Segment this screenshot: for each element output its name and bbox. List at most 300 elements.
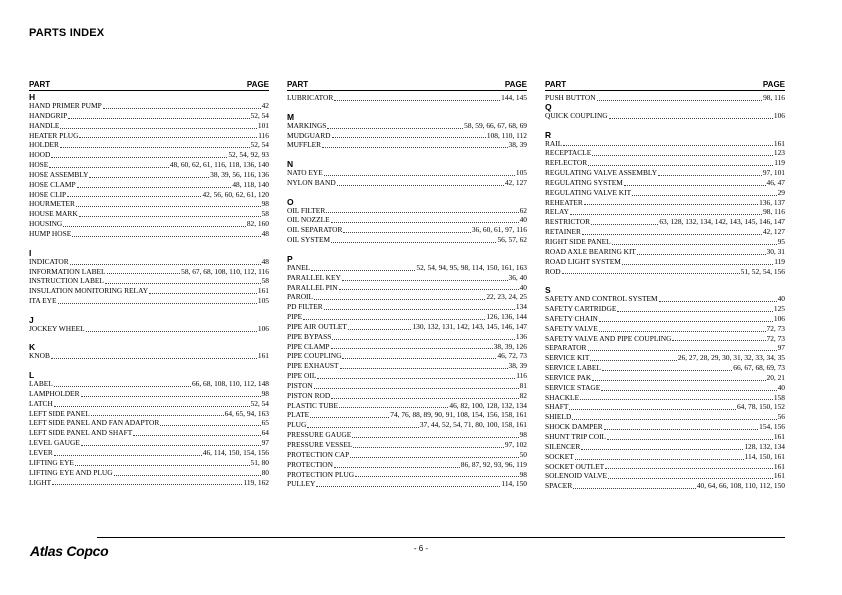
index-entry [287, 235, 527, 245]
page-refs: 98 [519, 469, 527, 479]
dot-leader [592, 149, 773, 156]
index-entry [287, 215, 527, 225]
dot-leader [160, 419, 260, 426]
index-entry [287, 93, 527, 103]
index-entry [545, 324, 785, 334]
page-refs: 63, 128, 132, 134, 142, 143, 145, 146, 147 [659, 217, 785, 227]
dot-leader [331, 236, 496, 243]
index-entry [545, 393, 785, 403]
page-refs: 154, 156 [759, 422, 785, 432]
page-refs: 40 [777, 382, 785, 392]
index-entry [29, 399, 269, 409]
part-name: REGULATING VALVE ASSEMBLY [545, 168, 658, 178]
dot-leader [605, 462, 773, 469]
page-refs: 48, 118, 140 [232, 179, 269, 189]
dot-leader [339, 401, 448, 408]
part-name: PIPE AIR OUTLET [287, 321, 347, 331]
dot-leader [89, 171, 209, 178]
dot-leader [624, 179, 766, 186]
page-refs: 98, 116 [763, 207, 785, 217]
part-name: INFORMATION LABEL [29, 266, 106, 276]
index-entry [545, 353, 785, 363]
dot-leader [343, 226, 470, 233]
dot-leader [334, 461, 460, 468]
page-refs: 86, 87, 92, 93, 96, 119 [460, 459, 527, 469]
index-entry [287, 168, 527, 178]
page-refs: 97, 101 [762, 168, 785, 178]
page-refs: 95 [777, 236, 785, 246]
dot-leader [590, 354, 676, 361]
page-refs: 46, 72, 73 [497, 351, 527, 361]
page-refs: 38, 39, 126 [493, 341, 527, 351]
column-header [545, 80, 785, 91]
dot-leader [331, 342, 493, 349]
part-name: PD FILTER [287, 302, 323, 312]
index-entry [545, 148, 785, 158]
part-name: HOURMETER [29, 199, 75, 209]
page-refs: 42, 127 [504, 177, 527, 187]
page-refs: 72, 73 [766, 333, 785, 343]
dot-leader [149, 287, 257, 294]
index-entry [29, 121, 269, 131]
dot-leader [582, 228, 762, 235]
part-name: HOSE ASSEMBLY [29, 169, 89, 179]
index-entry [545, 198, 785, 208]
page-refs: 161 [773, 432, 785, 441]
index-entry [29, 209, 269, 219]
part-name: HEATER PLUG [29, 130, 79, 140]
dot-leader [332, 131, 486, 138]
section-spacer [29, 306, 269, 316]
page-refs: 52, 54, 94, 95, 98, 114, 150, 161, 163 [416, 262, 527, 272]
part-name: SILENCER [545, 441, 581, 451]
part-name: JOCKEY WHEEL [29, 323, 85, 333]
page-refs: 51, 52, 54, 156 [740, 266, 785, 276]
dot-leader [658, 169, 762, 176]
part-name: ROAD AXLE BEARING KIT [545, 246, 636, 256]
index-entry [29, 180, 269, 190]
index-entry [287, 283, 527, 293]
dot-leader [604, 423, 758, 430]
part-name: SHACKLE [545, 392, 580, 402]
index-entry [545, 481, 785, 491]
page-refs: 52, 54 [250, 110, 269, 120]
section-spacer [545, 121, 785, 131]
part-name: PULLEY [287, 479, 316, 489]
dot-leader [91, 409, 224, 416]
section-spacer [287, 188, 527, 198]
section-letter: Q [545, 101, 552, 112]
index-entry [287, 381, 527, 391]
index-entry [287, 460, 527, 470]
part-name: PRESSURE VESSEL [287, 440, 353, 449]
index-entry [29, 296, 269, 306]
index-entry [545, 294, 785, 304]
index-entry [287, 312, 527, 322]
section-letter: I [29, 247, 32, 258]
page-refs: 97 [777, 343, 785, 353]
dot-leader [342, 274, 508, 281]
entry-list [29, 93, 269, 487]
page-refs: 119 [774, 158, 785, 168]
part-name: PIPE BYPASS [287, 331, 332, 341]
part-name: MARKINGS [287, 120, 327, 130]
part-name: REGULATING SYSTEM [545, 177, 623, 187]
part-name: LATCH [29, 398, 53, 408]
page-refs: 114, 150, 161 [744, 451, 785, 461]
dot-leader [597, 94, 763, 101]
index-entry [287, 470, 527, 480]
page-refs: 116 [516, 371, 527, 381]
page-refs: 105 [257, 296, 269, 306]
part-name: SPACER [545, 481, 573, 491]
dot-leader [575, 453, 744, 460]
part-name: NATO EYE [287, 168, 323, 178]
page-refs: 98 [261, 388, 269, 398]
part-name: SEPARATOR [545, 343, 587, 353]
page-refs: 40 [777, 294, 785, 304]
section-letter: M [287, 111, 295, 122]
page-title: PARTS INDEX [29, 27, 105, 39]
page-refs: 46, 114, 150, 154, 156 [202, 448, 269, 457]
index-entry [29, 150, 269, 160]
dot-leader [68, 112, 249, 119]
part-name: PLASTIC TUBE [287, 400, 338, 410]
index-entry [545, 314, 785, 324]
part-name: PROTECTION [287, 459, 333, 469]
index-entry [287, 351, 527, 361]
part-name: LABEL [29, 379, 53, 389]
part-name: SOCKET OUTLET [545, 461, 605, 471]
page-refs: 74, 76, 88, 89, 90, 91, 108, 154, 156, 158, 161 [390, 410, 527, 420]
page-refs: 125 [773, 304, 785, 314]
part-name: MUDGUARD [287, 130, 331, 140]
page-refs: 98 [261, 199, 269, 209]
section-spacer [287, 245, 527, 255]
dot-leader [602, 364, 732, 371]
dot-leader [588, 344, 777, 351]
dot-leader [54, 400, 250, 407]
page-refs: 36, 60, 61, 97, 116 [471, 225, 527, 235]
index-entry [545, 343, 785, 353]
dot-leader [607, 433, 773, 440]
part-name: PANEL [287, 262, 311, 272]
page-refs: 161 [257, 286, 269, 296]
page-refs: 51, 80 [250, 457, 269, 467]
dot-leader [133, 429, 260, 436]
section-spacer [29, 334, 269, 344]
dot-leader [51, 352, 257, 359]
index-entry [29, 267, 269, 277]
dot-leader [314, 293, 485, 300]
index-entry [29, 131, 269, 141]
part-name: HOLDER [29, 140, 59, 150]
part-name: LEFT SIDE PANEL [29, 408, 90, 418]
index-entry [287, 322, 527, 332]
page-refs: 30, 31 [766, 246, 785, 256]
part-name: REFLECTOR [545, 158, 588, 168]
index-entry [545, 168, 785, 178]
part-name: RAIL [545, 138, 563, 148]
dot-leader [331, 216, 519, 223]
page-refs: 158 [773, 392, 785, 402]
footer-divider [97, 537, 785, 538]
column-header [287, 80, 527, 91]
entry-list [287, 93, 527, 489]
part-name: HANDGRIP [29, 110, 68, 120]
dot-leader [332, 333, 515, 340]
page-refs: 123 [773, 148, 785, 158]
index-entry [287, 440, 527, 450]
part-name: OIL FILTER [287, 205, 326, 215]
dot-leader [303, 313, 485, 320]
page-refs: 65 [261, 418, 269, 428]
dot-leader [339, 283, 519, 290]
dot-leader [54, 380, 191, 387]
part-name: OIL NOZZLE [287, 215, 330, 225]
part-name: RESTRICTOR [545, 217, 591, 227]
index-entry [545, 267, 785, 277]
part-name: HOUSING [29, 219, 63, 229]
page-refs: 105 [515, 168, 527, 178]
index-entry [29, 276, 269, 286]
index-entry [29, 458, 269, 468]
section-letter: H [29, 92, 36, 102]
page-refs: 72, 73 [766, 323, 785, 333]
index-entry [29, 418, 269, 428]
page-refs: 82, 160 [246, 219, 269, 229]
index-entry [287, 273, 527, 283]
page-refs: 58, 59, 66, 67, 68, 69 [464, 120, 527, 130]
index-entry [545, 227, 785, 237]
dot-leader [311, 264, 415, 271]
part-name: SAFETY CHAIN [545, 313, 598, 323]
dot-leader [324, 169, 515, 176]
index-entry [29, 438, 269, 448]
page-refs: 52, 54, 92, 93 [228, 150, 269, 160]
index-entry [545, 383, 785, 393]
part-name: PISTON ROD [287, 390, 331, 400]
dot-leader [348, 323, 411, 330]
part-name: PLUG [287, 420, 307, 430]
page-refs: 130, 132, 131, 142, 143, 145, 146, 147 [412, 321, 527, 331]
index-entry [287, 391, 527, 401]
index-entry [29, 257, 269, 267]
page-refs: 48 [261, 256, 269, 266]
page-refs: 108, 110, 112 [486, 130, 527, 140]
page-refs: 126, 136, 144 [486, 312, 527, 322]
dot-leader [58, 297, 257, 304]
part-name: SAFETY AND CONTROL SYSTEM [545, 294, 658, 304]
index-entry [545, 334, 785, 344]
page-refs: 106 [257, 323, 269, 333]
dot-leader [609, 112, 773, 119]
page-refs: 37, 44, 52, 54, 71, 80, 100, 158, 161 [419, 420, 527, 430]
page-refs: 38, 39, 56, 116, 136 [210, 169, 269, 179]
page-refs: 66, 67, 68, 69, 73 [733, 363, 785, 373]
part-name: SERVICE LABEL [545, 363, 601, 373]
part-name: OIL SYSTEM [287, 235, 331, 245]
page-refs: 40 [519, 282, 527, 292]
part-name: PIPE COUPLING [287, 351, 342, 361]
entry-list [545, 93, 785, 491]
part-name: REHEATER [545, 197, 583, 207]
page-refs: 22, 23, 24, 25 [486, 292, 527, 302]
index-entry [545, 373, 785, 383]
dot-leader [608, 472, 773, 479]
dot-leader [672, 334, 765, 341]
page-refs: 20, 21 [766, 372, 785, 382]
page-refs: 82 [519, 390, 527, 400]
index-entry [545, 422, 785, 432]
index-entry [545, 442, 785, 452]
page-refs: 56, 57, 62 [497, 235, 527, 245]
part-name: HOSE CLIP [29, 189, 67, 199]
part-name: RETAINER [545, 227, 581, 237]
part-name: SERVICE PAK [545, 372, 592, 382]
part-name: PARALLEL KEY [287, 272, 341, 282]
dot-leader [79, 131, 257, 138]
index-entry [29, 478, 269, 488]
index-entry [287, 302, 527, 312]
index-entry [287, 292, 527, 302]
dot-leader [617, 305, 773, 312]
part-name: MUFFLER [287, 140, 322, 150]
part-name: SHOCK DAMPER [545, 422, 603, 432]
section-letter: L [29, 370, 35, 381]
index-entry [287, 420, 527, 430]
page-refs: 80 [261, 467, 269, 477]
index-column-3 [545, 80, 785, 491]
dot-leader [86, 325, 257, 332]
part-name: PRESSURE GAUGE [287, 430, 352, 440]
page-refs: 56 [777, 412, 785, 422]
index-entry [29, 199, 269, 209]
part-name: PAROIL [287, 292, 314, 302]
page-refs: 40, 64, 66, 108, 110, 112, 150 [696, 481, 785, 491]
part-name: SAFETY CARTRIDGE [545, 304, 617, 314]
index-entry [545, 462, 785, 472]
section-spacer [545, 276, 785, 286]
dot-leader [79, 210, 261, 217]
index-entry [545, 257, 785, 267]
part-name: OIL SEPARATOR [287, 225, 343, 235]
dot-leader [580, 393, 773, 400]
section-letter: N [287, 159, 294, 170]
section-letter: P [287, 253, 293, 264]
part-name: LIGHT [29, 477, 52, 487]
page-refs: 50 [519, 449, 527, 459]
dot-leader [562, 267, 740, 274]
index-column-1 [29, 80, 269, 487]
dot-leader [103, 102, 261, 109]
page-refs: 161 [773, 461, 785, 471]
part-name: SAFETY VALVE AND PIPE COUPLING [545, 333, 672, 343]
page-refs: 42 [261, 101, 269, 110]
page-refs: 97, 102 [504, 440, 527, 449]
part-name: SHUNT TRIP COIL [545, 432, 607, 441]
dot-leader [599, 325, 766, 332]
page-refs: 48, 60, 62, 61, 116, 118, 136, 140 [169, 160, 269, 170]
dot-leader [342, 352, 496, 359]
page-refs: 58, 67, 68, 108, 110, 112, 116 [181, 266, 269, 276]
part-name: SHIELD [545, 412, 572, 422]
index-entry [545, 363, 785, 373]
dot-leader [107, 267, 181, 274]
part-name: LEFT SIDE PANEL AND SHAFT [29, 428, 133, 438]
dot-leader [49, 161, 168, 168]
index-entry [29, 229, 269, 239]
index-entry [287, 121, 527, 131]
dot-leader [334, 94, 500, 101]
page-refs: 29 [777, 187, 785, 197]
index-entry [29, 160, 269, 170]
column-header [29, 80, 269, 91]
page-refs: 101 [257, 120, 269, 130]
part-name: HOSE CLAMP [29, 179, 76, 189]
dot-leader [51, 151, 227, 158]
index-entry [29, 448, 269, 458]
dot-leader [316, 480, 500, 487]
page-refs: 42, 127 [762, 227, 785, 237]
index-entry [29, 351, 269, 361]
page-refs: 161 [773, 471, 785, 481]
index-entry [29, 101, 269, 111]
page-refs: 161 [773, 138, 785, 148]
atlas-copco-logo: Atlas Copco [30, 543, 109, 559]
part-name: ROAD LIGHT SYSTEM [545, 256, 621, 266]
dot-leader [659, 295, 777, 302]
page-refs: 98 [519, 430, 527, 440]
index-entry [29, 468, 269, 478]
part-name: LEVEL GAUGE [29, 438, 80, 448]
index-entry [287, 430, 527, 440]
index-entry [287, 342, 527, 352]
dot-leader [70, 258, 261, 265]
part-name: QUICK COUPLING [545, 110, 608, 120]
part-name: RIGHT SIDE PANEL [545, 236, 611, 246]
index-column-2 [287, 80, 527, 489]
part-name: LEVER [29, 448, 53, 457]
page-refs: 52, 54 [250, 140, 269, 150]
part-name: PIPE [287, 312, 303, 322]
index-entry [287, 178, 527, 188]
page-refs: 128, 132, 134 [744, 441, 785, 451]
index-entry [545, 412, 785, 422]
part-name: LIFTING EYE AND PLUG [29, 467, 113, 477]
dot-leader [584, 198, 758, 205]
index-entry [287, 361, 527, 371]
section-letter: J [29, 314, 34, 325]
page-refs: 64, 65, 94, 163 [224, 408, 269, 418]
page-refs: 62 [519, 205, 527, 215]
dot-leader [52, 478, 242, 485]
page-header: PAGE [246, 80, 269, 89]
part-name: KNOB [29, 351, 50, 361]
part-name: PISTON [287, 380, 313, 390]
part-name: PUSH BUTTON [545, 93, 596, 102]
part-name: RECEPTACLE [545, 148, 592, 158]
dot-leader [592, 374, 765, 381]
dot-leader [572, 413, 776, 420]
index-entry [287, 479, 527, 489]
part-name: PARALLEL PIN [287, 282, 338, 292]
page-header: PAGE [762, 80, 785, 89]
dot-leader [77, 181, 232, 188]
dot-leader [331, 392, 518, 399]
page-refs: 46, 82, 100, 128, 132, 134 [449, 400, 527, 410]
index-entry [545, 304, 785, 314]
